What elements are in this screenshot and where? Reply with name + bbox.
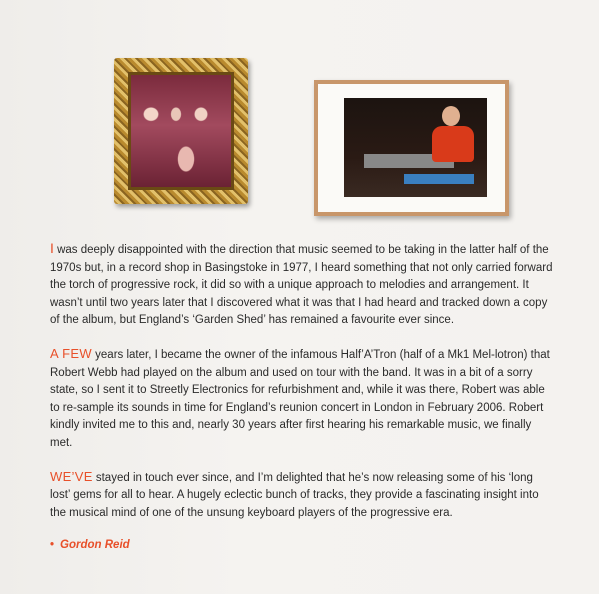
liner-notes-text	[50, 240, 556, 555]
paragraph-2-body: years later, I became the owner of the infamous Half’A’Tron (half of a Mk1 Mel-lotron) that Robert Webb had played on the album and used on tour with the band. It was in a bit of a sorry state, so I sent it to Streetly Electronics for refurbishment and, while it was there, Robert was able to re-sample its sounds in time for England’s reunion concert in London in February 2006. Robert kindly invited me to this and, nearly 30 years after first hearing his remarkable music, we finally met.	[50, 348, 550, 449]
paragraph-1-lead: I	[50, 240, 54, 256]
frame-inner-lip	[128, 72, 234, 190]
ornate-gold-frame-photo	[114, 58, 248, 204]
paragraph-3-lead: WE’VE	[50, 468, 93, 484]
photo-mat	[318, 84, 505, 212]
paragraph-3-body: stayed in touch ever since, and I’m delighted that he’s now releasing some of his ‘long lost’ gems for all to hear. A hugely eclectic bunch of tracks, they provide a fascinating insight into the musical mind of one of the unsung keyboard players of the progressive era.	[50, 471, 539, 519]
signature-bullet: •	[50, 539, 55, 552]
band-group-photo	[131, 75, 231, 187]
paragraph-3	[50, 468, 556, 523]
paragraph-1	[50, 240, 556, 330]
signature	[50, 537, 556, 555]
signature-name: Gordon Reid	[60, 539, 130, 552]
player-figure	[432, 126, 474, 162]
keyboard-shape-2	[404, 174, 474, 184]
player-head	[442, 106, 460, 126]
keyboard-player-photo	[344, 98, 487, 197]
paragraph-2-lead: A FEW	[50, 345, 92, 361]
paragraph-1-body: was deeply disappointed with the direction that music seemed to be taking in the latter half of the 1970s but, in a record shop in Basingstoke in 1977, I heard something that not only carried forward the torch of progressive rock, it did so with a unique approach to melodies and arrangement. It wasn’t until two years later that I discovered what it was that I had heard and tracked down a copy of the album, but England’s ‘Garden Shed’ has remained a favourite ever since.	[50, 244, 553, 327]
white-mat-frame-photo	[314, 80, 509, 216]
paragraph-2	[50, 345, 556, 453]
